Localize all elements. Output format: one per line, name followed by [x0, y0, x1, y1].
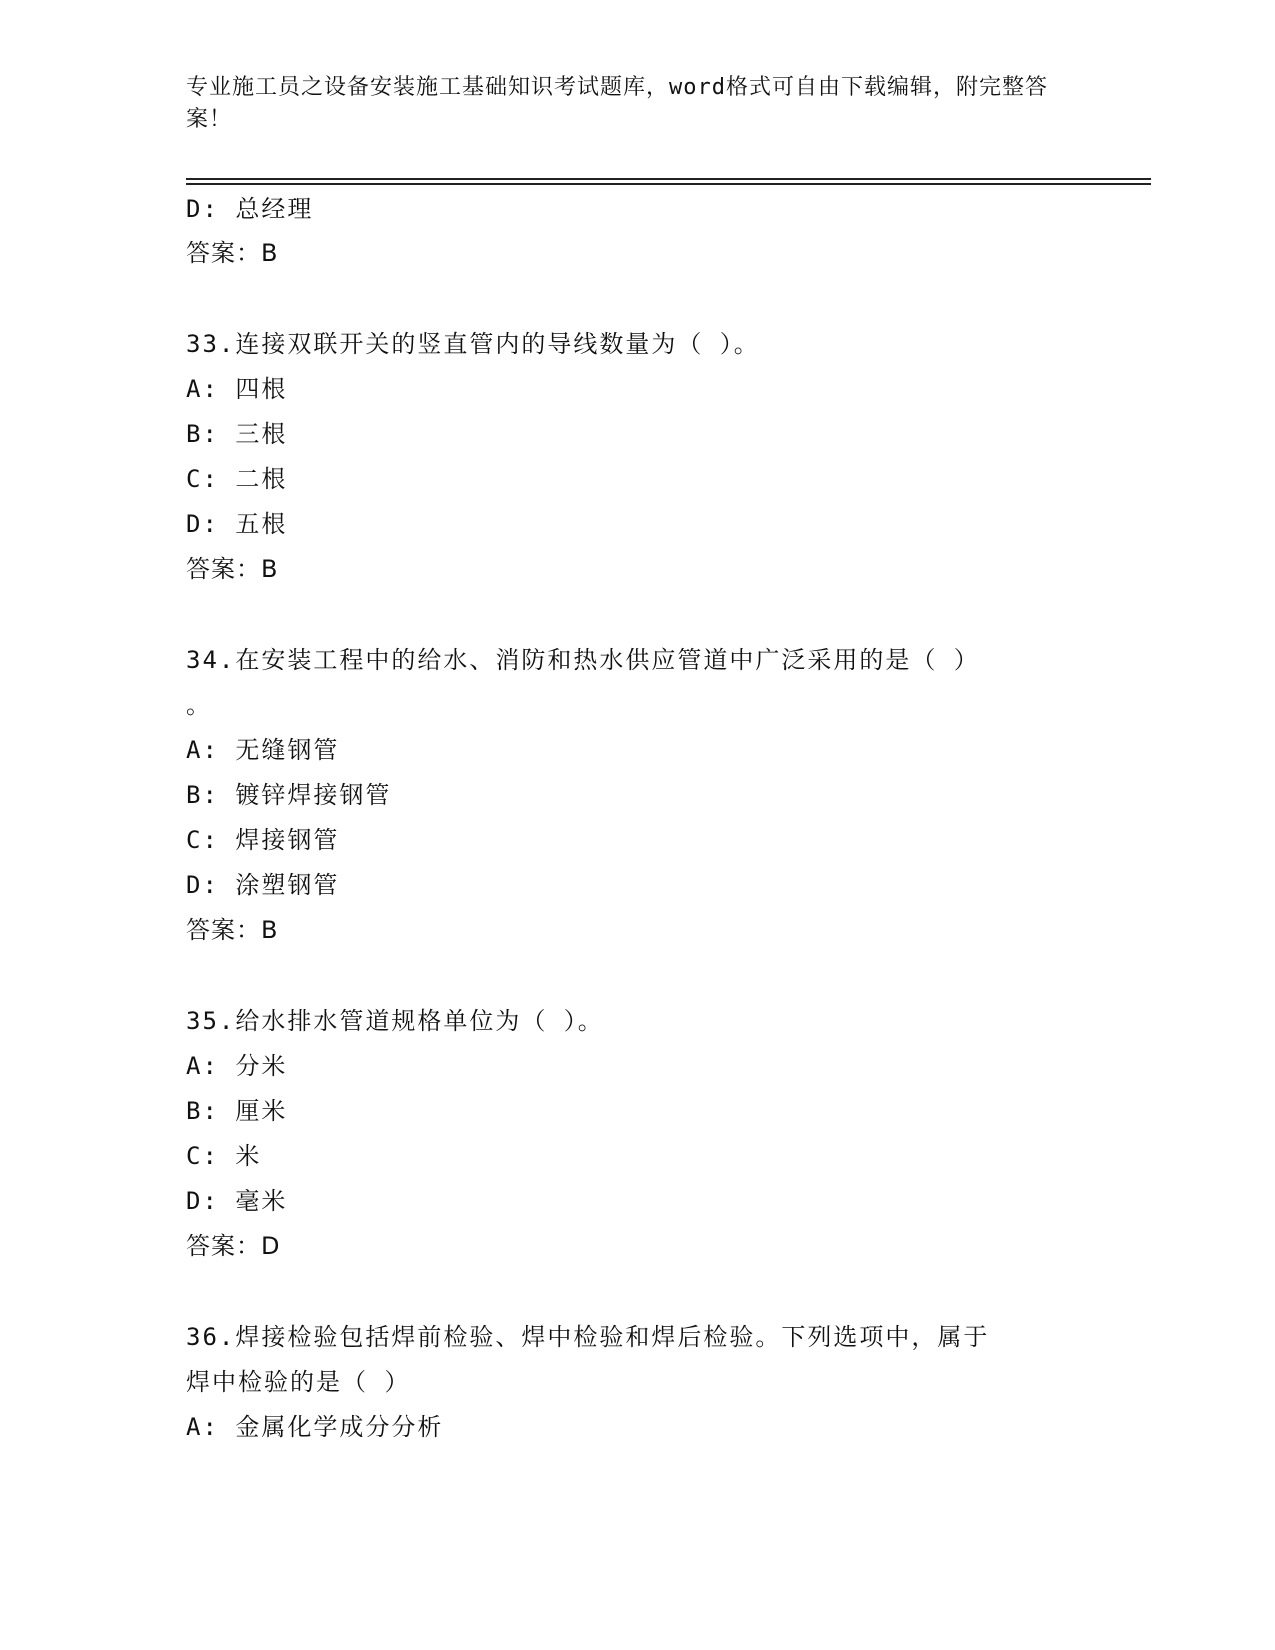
q33-stem: 33.连接双联开关的竖直管内的导线数量为（ ）。 — [186, 330, 760, 358]
q33-option-a: A: 四根 — [186, 375, 288, 403]
q35-answer: 答案：D — [186, 1232, 281, 1260]
q32-option-d: D: 总经理 — [186, 195, 314, 223]
q35-option-a: A: 分米 — [186, 1052, 288, 1080]
q34-option-b: B: 镀锌焊接钢管 — [186, 781, 392, 809]
q33-option-b: B: 三根 — [186, 420, 288, 448]
q36-stem: 36.焊接检验包括焊前检验、焊中检验和焊后检验。下列选项中，属于 — [186, 1323, 990, 1351]
q34-stem: 34.在安装工程中的给水、消防和热水供应管道中广泛采用的是（ ） — [186, 646, 980, 674]
header-rule-top — [186, 178, 1151, 180]
q34-option-d: D: 涂塑钢管 — [186, 871, 340, 899]
q35-option-c: C: 米 — [186, 1142, 262, 1170]
q34-stem-cont: 。 — [186, 691, 212, 719]
q35-option-d: D: 毫米 — [186, 1187, 288, 1215]
document-header: 专业施工员之设备安装施工基础知识考试题库，word格式可自由下载编辑，附完整答案！ — [186, 75, 1048, 132]
q34-option-a: A: 无缝钢管 — [186, 736, 340, 764]
q33-option-d: D: 五根 — [186, 510, 288, 538]
q36-stem-cont: 焊中检验的是（ ） — [186, 1368, 411, 1396]
q34-option-c: C: 焊接钢管 — [186, 826, 340, 854]
q33-option-c: C: 二根 — [186, 465, 288, 493]
q32-answer: 答案：B — [186, 239, 279, 267]
q34-answer: 答案：B — [186, 916, 279, 944]
q36-option-a: A: 金属化学成分分析 — [186, 1413, 444, 1441]
q35-stem: 35.给水排水管道规格单位为（ ）。 — [186, 1007, 604, 1035]
q35-option-b: B: 厘米 — [186, 1097, 288, 1125]
q33-answer: 答案：B — [186, 555, 279, 583]
header-rule-bottom — [186, 183, 1151, 185]
